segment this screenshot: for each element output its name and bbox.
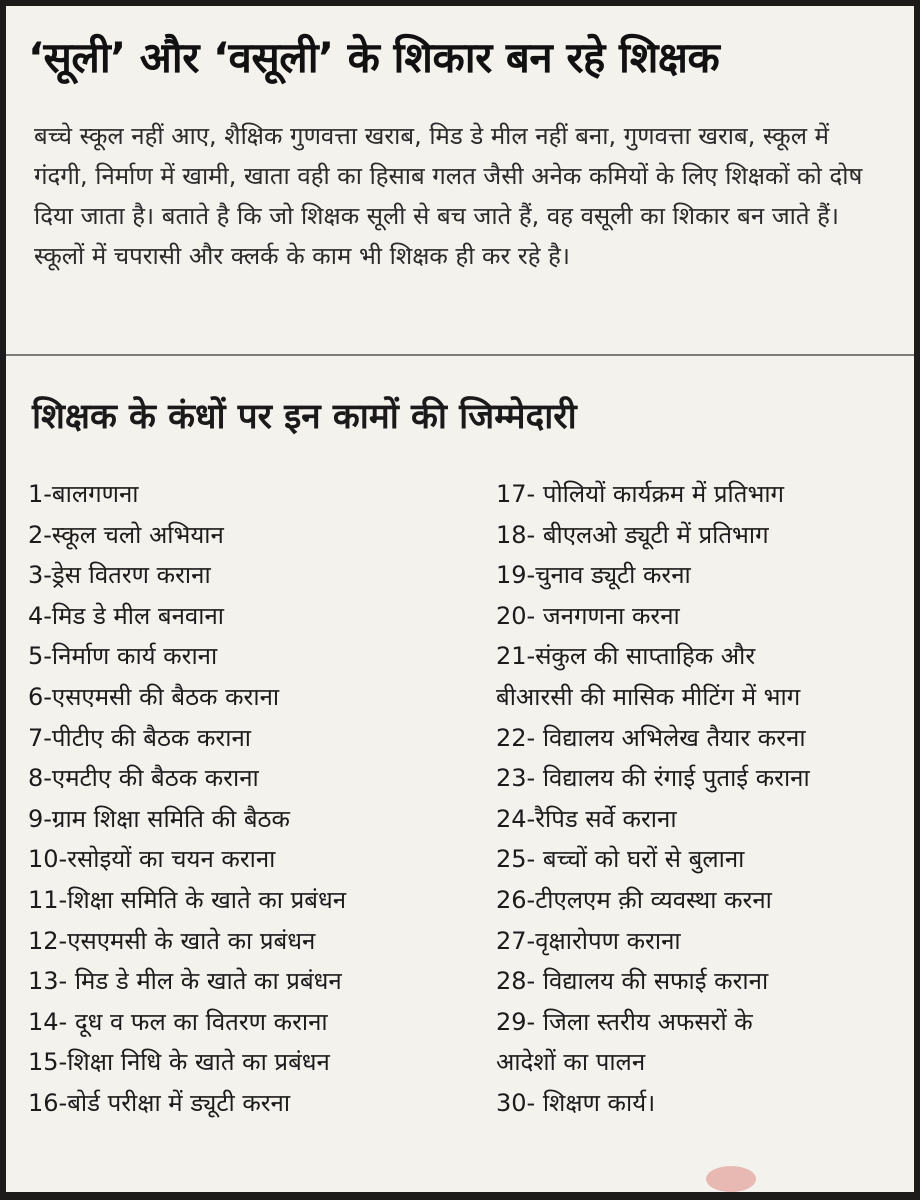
list-item: 7-पीटीए की बैठक कराना xyxy=(28,723,251,752)
list-item: 11-शिक्षा समिति के खाते का प्रबंधन xyxy=(28,885,347,914)
list-item: 30- शिक्षण कार्य। xyxy=(496,1088,656,1117)
red-ink-smudge xyxy=(706,1166,756,1192)
list-item: 15-शिक्षा निधि के खाते का प्रबंधन xyxy=(28,1048,330,1077)
list-item: 9-ग्राम शिक्षा समिति की बैठक xyxy=(28,804,290,833)
list-item: 23- विद्यालय की रंगाई पुताई कराना xyxy=(496,764,810,793)
duties-list-right xyxy=(496,474,912,1124)
list-item: 28- विद्यालय की सफाई कराना xyxy=(496,967,769,996)
list-item: 21-संकुल की साप्ताहिक और xyxy=(496,642,756,671)
list-item: 24-रैपिड सर्वे कराना xyxy=(496,804,677,833)
list-item: बीआरसी की मासिक मीटिंग में भाग xyxy=(496,682,801,711)
list-item: 5-निर्माण कार्य कराना xyxy=(28,642,218,671)
list-item: 16-बोर्ड परीक्षा में ड्यूटी करना xyxy=(28,1088,291,1117)
newspaper-clipping xyxy=(6,6,914,1192)
list-item: 27-वृक्षारोपण कराना xyxy=(496,926,681,955)
list-item: 29- जिला स्तरीय अफसरों के xyxy=(496,1007,753,1036)
section-divider xyxy=(6,354,914,356)
list-item: 4-मिड डे मील बनवाना xyxy=(28,601,225,630)
list-item: 2-स्कूल चलो अभियान xyxy=(28,520,224,549)
list-item: 3-ड्रेस वितरण कराना xyxy=(28,561,211,590)
list-item: 19-चुनाव ड्यूटी करना xyxy=(496,561,691,590)
list-item: आदेशों का पालन xyxy=(496,1048,646,1077)
list-item: 17- पोलियों कार्यक्रम में प्रतिभाग xyxy=(496,480,785,508)
list-item: 18- बीएलओ ड्यूटी में प्रतिभाग xyxy=(496,520,769,549)
list-item: 12-एसएमसी के खाते का प्रबंधन xyxy=(28,926,316,955)
duties-list-left xyxy=(28,474,478,1124)
list-item: 13- मिड डे मील के खाते का प्रबंधन xyxy=(28,967,342,996)
list-item: 20- जनगणना करना xyxy=(496,601,680,630)
list-heading: शिक्षक के कंधों पर इन कामों की जिम्मेदारी xyxy=(32,397,577,437)
list-item: 10-रसोइयों का चयन कराना xyxy=(28,845,276,874)
list-item: 8-एमटीए की बैठक कराना xyxy=(28,764,259,793)
list-item: 25- बच्चों को घरों से बुलाना xyxy=(496,845,745,874)
intro-paragraph: बच्चे स्कूल नहीं आए, शैक्षिक गुणवत्ता खराब, मिड डे मील नहीं बना, गुणवत्ता खराब, स्कूल में गंदगी, निर्माण में खामी, खाता वही का हिसाब गलत जैसी अनेक कमियों के लिए शिक्षकों को दोष दिया जाता है। बताते है कि जो शिक्षक सूली से बच जाते हैं, वह वसूली का शिकार बन जाते हैं। स्कूलों में चपरासी और क्लर्क के काम भी शिक्षक ही कर रहे है। xyxy=(34,122,863,270)
list-item: 6-एसएमसी की बैठक कराना xyxy=(28,682,280,711)
list-item: 22- विद्यालय अभिलेख तैयार करना xyxy=(496,723,806,752)
headline: ‘सूली’ और ‘वसूली’ के शिकार बन रहे शिक्षक xyxy=(28,33,720,82)
list-item: 26-टीएलएम क़ी व्यवस्था करना xyxy=(496,885,772,914)
list-item: 14- दूध व फल का वितरण कराना xyxy=(28,1007,328,1036)
list-item: 1-बालगणना xyxy=(28,480,139,508)
